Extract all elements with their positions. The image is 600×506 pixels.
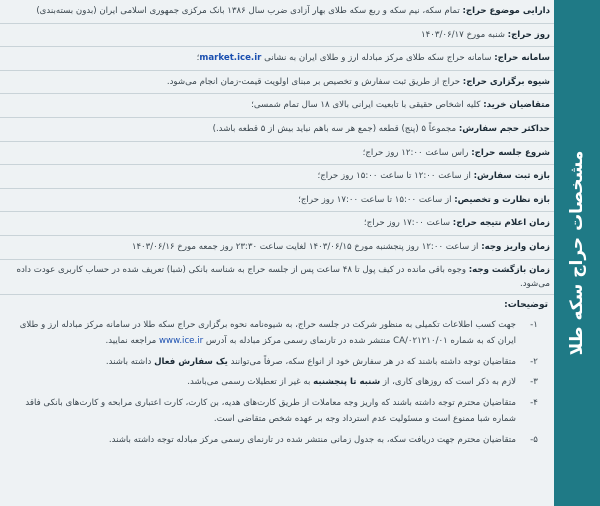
note-number: ۵- [530,434,538,445]
row-label: متقاضیان خرید: [483,100,550,111]
note-item [0,391,554,428]
row-label: زمان اعلام نتیجه حراج: [452,218,550,229]
row-value: از ساعت ۱۵:۰۰ تا ساعت ۱۷:۰۰ روز حراج؛ [298,194,452,205]
row-label: شروع جلسه حراج: [471,147,550,158]
ice-website-link[interactable]: www.ice.ir [159,336,204,347]
note-text: متقاضیان محترم توجه داشته باشند که واریز وجه معاملات از طریق کارت‌های هدیه، بن کارت، کارت اعتباری مرابحه و کارت‌های بانکی فاقد شماره شبا ممنوع است و مسئولیت عدم استرداد وجه بر عهده شخص متقاضی است. [25,397,516,425]
note-item [0,370,554,391]
row-auction-system: سامانه حراج: سامانه حراج سکه طلای مرکز مبادله ارز و طلای ایران به نشانی market.ice.ir؛ [0,47,554,71]
note-item [0,313,554,350]
row-label: دارایی موضوع حراج: [462,6,550,16]
row-label: سامانه حراج: [494,53,550,64]
note-text: لازم به ذکر است که روزهای کاری، از شنبه تا پنجشنبه به غیر از تعطیلات رسمی می‌باشد. [187,377,516,388]
row-result-time [0,212,554,236]
note-text: جهت کسب اطلاعات تکمیلی به منظور شرکت در جلسه حراج، به شیوه‌نامه نحوه برگزاری حراج سکه طلا در سامانه مرکز مبادله ارز و طلای ایران که به شماره CA/۰۲۱۲۱۰/۰۱ منتشر شده در تارنمای رسمی مرکز مبادله به آدرس www.ice.ir مراجعه نمایید. [19,319,516,347]
row-label: روز حراج: [507,29,550,40]
emphasis: شنبه تا پنجشنبه [313,377,381,388]
notes-heading: توضیحات: [504,299,548,310]
row-value: تمام سکه، نیم سکه و ربع سکه طلای بهار آزادی ضرب سال ۱۳۸۶ بانک مرکزی جمهوری اسلامی ایران (بدون بسته‌بندی) [36,6,460,16]
row-label: بازه نظارت و تخصیص: [454,194,550,205]
row-value: وجوه باقی مانده در کیف پول تا ۴۸ ساعت پس از جلسه حراج به شناسه بانکی (شبا) تعریف شده در حساب کاربری عودت داده می‌شود. [16,264,550,289]
note-text: متقاضیان محترم جهت دریافت سکه، به جدول زمانی منتشر شده در تارنمای رسمی مرکز مبادله توجه داشته باشند. [108,434,516,445]
row-label: حداکثر حجم سفارش: [458,123,550,134]
row-auction-method [0,71,554,95]
row-value: کلیه اشخاص حقیقی با تابعیت ایرانی بالای ۱۸ سال تمام شمسی؛ [251,100,481,111]
row-value: راس ساعت ۱۲:۰۰ روز حراج؛ [362,147,469,158]
row-value: ساعت ۱۷:۰۰ روز حراج؛ [363,218,451,229]
row-deposit-time [0,236,554,260]
note-number: ۳- [530,377,538,388]
market-link[interactable]: market.ice.ir [199,53,262,64]
row-label: زمان واریز وجه: [481,241,550,252]
title-sidebar [554,0,600,506]
note-number: ۱- [530,319,538,330]
row-label: زمان بازگشت وجه: [468,264,550,275]
row-refund-time [0,260,554,295]
note-item [0,350,554,371]
row-value: شنبه مورخ ۱۴۰۳/۰۶/۱۷ [421,29,505,40]
row-max-order [0,118,554,142]
note-number: ۲- [530,356,538,367]
row-value: از ساعت ۱۲:۰۰ روز پنجشنبه مورخ ۱۴۰۳/۰۶/۱۵ لغایت ساعت ۲۳:۳۰ روز جمعه مورخ ۱۴۰۳/۰۶/۱۶ [131,241,479,252]
row-label: بازه ثبت سفارش: [473,171,550,182]
row-value: مجموعاً ۵ (پنج) قطعه (جمع هر سه باهم نباید بیش از ۵ قطعه باشد.) [212,123,457,134]
row-auction-day [0,24,554,48]
row-order-window [0,165,554,189]
note-number: ۴- [530,397,538,408]
row-value: سامانه حراج سکه طلای مرکز مبادله ارز و طلای ایران به نشانی [264,53,492,64]
row-value: حراج از طریق ثبت سفارش و تخصیص بر مبنای اولویت قیمت-زمان انجام می‌شود. [166,76,461,87]
note-item [0,428,554,449]
row-label: شیوه برگزاری حراج: [462,76,550,87]
row-asset [0,0,554,24]
row-allocation-window [0,189,554,213]
note-text: متقاضیان توجه داشته باشند که در هر سفارش خود از انواع سکه، صرفاً می‌توانند یک سفارش فعال داشته باشند. [105,356,516,367]
row-value: از ساعت ۱۲:۰۰ تا ساعت ۱۵:۰۰ روز حراج؛ [317,171,471,182]
emphasis: یک سفارش فعال [154,356,228,367]
row-buyers [0,94,554,118]
sidebar-title: مشخصات حراج سکه طلا [567,150,587,356]
row-session-start [0,142,554,166]
